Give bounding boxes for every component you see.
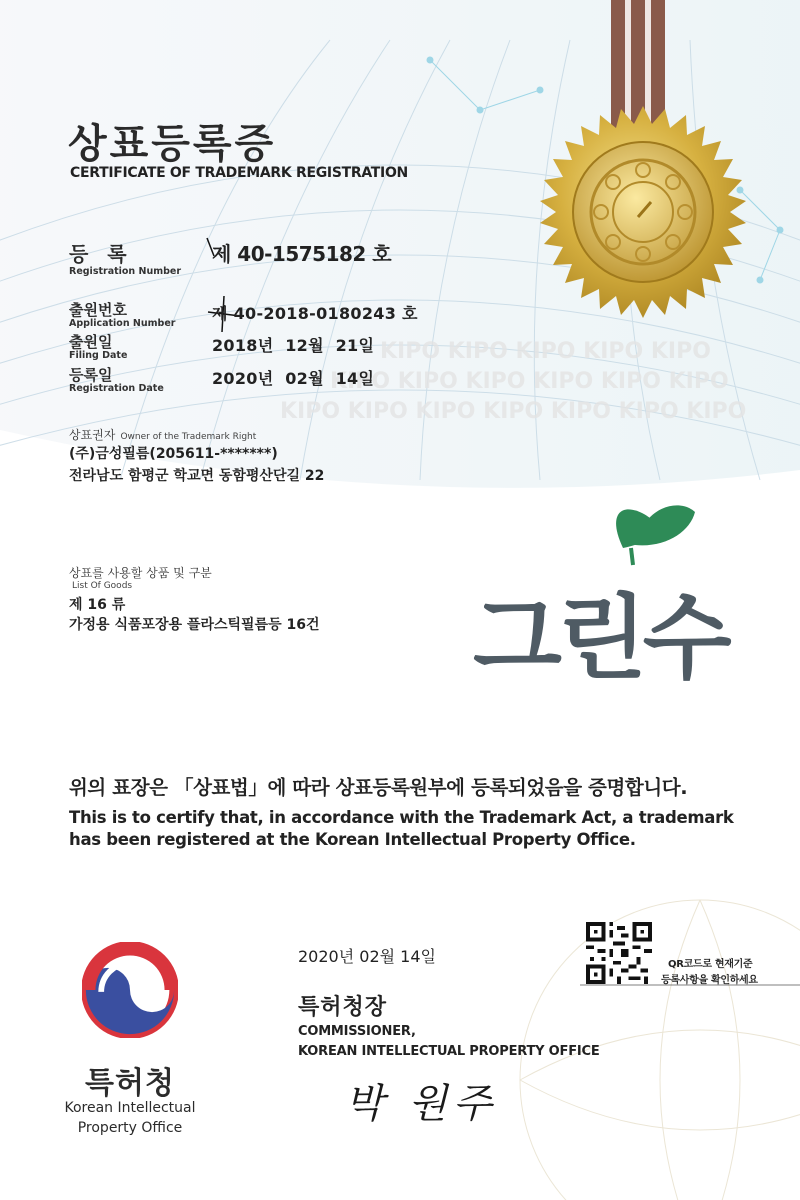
office-name-ko: 특허청 [85,1066,175,1101]
goods-class: 제 16 류 [69,597,126,613]
trademark-logo [455,470,775,740]
office-name-en-1: Korean Intellectual [64,1100,196,1116]
certificate-title-en: CERTIFICATE OF TRADEMARK REGISTRATION [70,165,408,181]
certificate-title-ko: 상표등록증 [68,121,277,167]
commissioner-title-ko: 특허청장 [298,995,388,1020]
registration-date-label-en: Registration Date [69,383,164,394]
kipo-logo-icon [82,942,178,1038]
goods-label-en: List Of Goods [72,581,133,591]
application-label-en: Application Number [69,318,176,329]
certification-text-ko: 위의 표장은 「상표법」에 따라 상표등록원부에 등록되었음을 증명합니다. [69,776,688,799]
commissioner-title-en-1: COMMISSIONER, [298,1024,416,1039]
office-name-en-2: Property Office [77,1120,183,1136]
svg-text:KIPO KIPO KIPO KIPO KIPO KIPO: KIPO KIPO KIPO KIPO KIPO KIPO KIPO [280,399,747,424]
filing-date: 2018년 12월 21일 [212,336,375,355]
registration-number: 제 40-1575182 호 [212,242,392,266]
filing-date-label-ko: 출원일 [69,333,113,351]
registration-date: 2020년 02월 14일 [212,369,375,388]
owner-label [69,424,256,443]
qr-note-2: 등록사항을 확인하세요 [661,975,758,986]
application-label-ko: 출원번호 [69,301,127,319]
qr-note-1: QR코드로 현재기준 [668,959,753,970]
signature: 박 원주 [345,1081,498,1127]
trademark-word: 그린수 [473,585,728,692]
owner-name: (주)금성필름(205611-*******) [69,446,278,462]
svg-text:KIPO KIPO KIPO KIPO KIPO: KIPO KIPO KIPO KIPO KIPO [380,339,711,364]
qr-code-icon[interactable] [585,922,653,984]
certification-text-en-2: has been registered at the Korean Intellectual Property Office. [69,830,636,849]
commissioner-title-en-2: KOREAN INTELLECTUAL PROPERTY OFFICE [298,1044,600,1059]
ribbon [611,0,665,130]
issue-date: 2020년 02월 14일 [298,947,436,966]
filing-date-label-en: Filing Date [69,350,128,361]
goods-description: 가정용 식품포장용 플라스틱필름등 16건 [69,617,320,633]
owner-label-en: Owner of the Trademark Right [120,432,257,442]
registration-label-en: Registration Number [69,266,182,277]
goods-label-ko: 상표를 사용할 상품 및 구분 [69,566,212,580]
registration-date-label-ko: 등록일 [69,366,113,384]
owner-address: 전라남도 함평군 학교면 동함평산단길 22 [69,468,325,484]
certification-text-en-1: This is to certify that, in accordance with the Trademark Act, a trademark [69,808,734,827]
svg-text:KIPO KIPO KIPO KIPO KIPO KIPO: KIPO KIPO KIPO KIPO KIPO KIPO [330,369,729,394]
application-number: 제 40-2018-0180243 호 [212,304,418,323]
owner-label-ko: 상표권자 [69,428,116,442]
registration-label-ko: 등 록 [69,242,133,266]
